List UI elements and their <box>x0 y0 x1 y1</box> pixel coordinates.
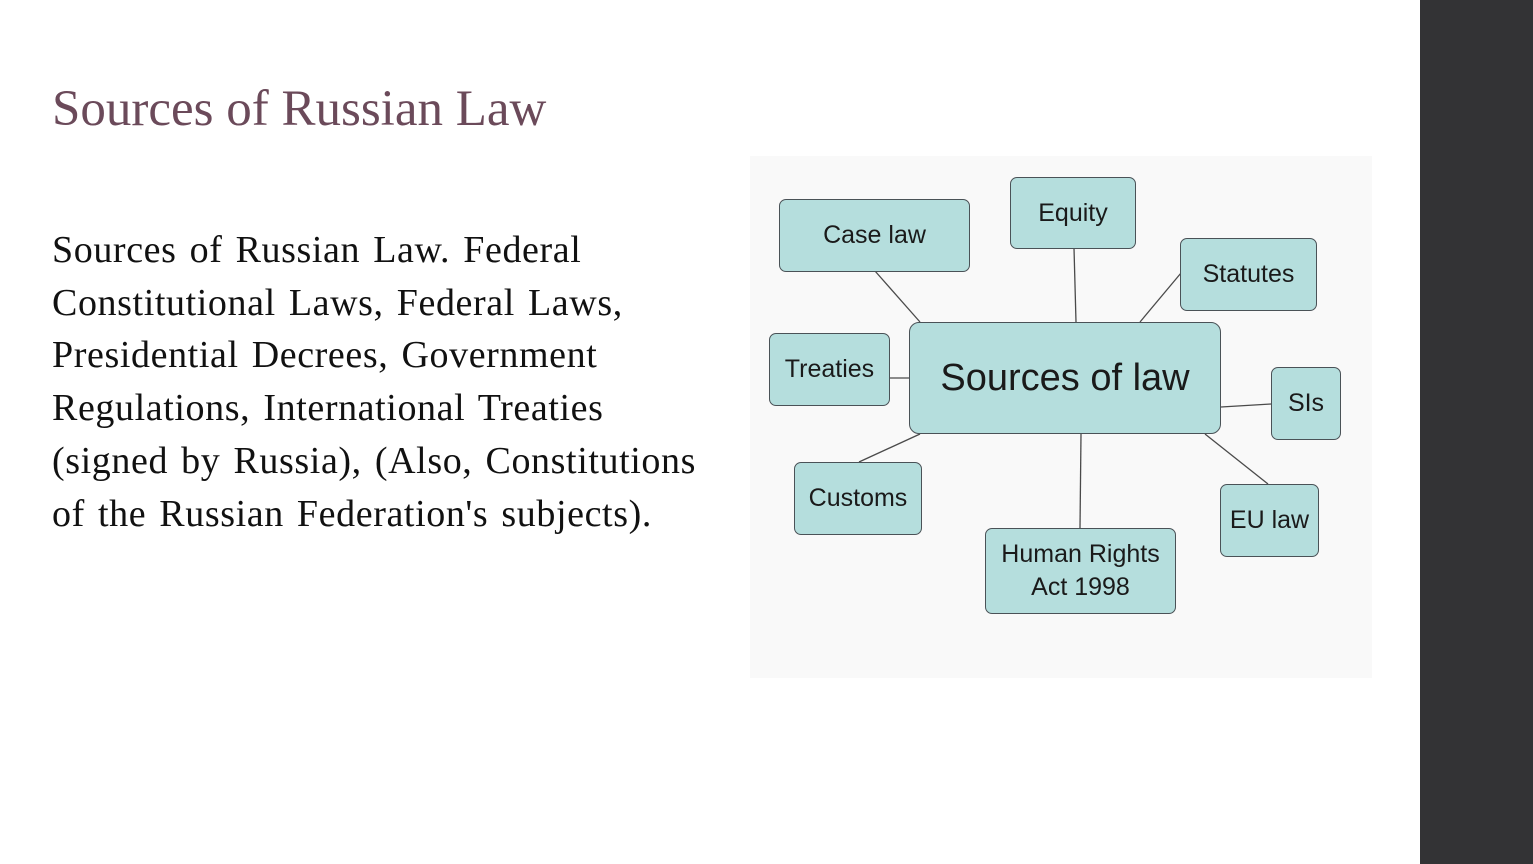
connector-eu-law <box>1205 434 1268 484</box>
connector-statutes <box>1140 273 1181 322</box>
node-eu-law: EU law <box>1220 484 1319 557</box>
node-human-rights-act <box>985 528 1176 614</box>
connector-customs <box>859 434 920 462</box>
connector-human-rights <box>1080 434 1081 528</box>
connector-sis <box>1221 404 1271 407</box>
node-sis: SIs <box>1271 367 1341 440</box>
node-treaties: Treaties <box>769 333 890 406</box>
node-equity: Equity <box>1010 177 1136 249</box>
node-case-law: Case law <box>779 199 970 272</box>
connector-equity <box>1074 248 1076 322</box>
sources-of-law-diagram <box>750 156 1372 678</box>
side-panel <box>1420 0 1533 864</box>
human-rights-line-1: Human Rights <box>1001 540 1160 568</box>
node-statutes: Statutes <box>1180 238 1317 311</box>
slide-body-text: Sources of Russian Law. Federal Constitutional Laws, Federal Laws, Presidential Decrees, Government Regulations, International Treaties (signed by Russia), (Also, Constitutions of the Russian Federation's subjects). <box>52 229 697 535</box>
node-customs: Customs <box>794 462 922 535</box>
connector-case-law <box>875 271 920 322</box>
slide-title: Sources of Russian Law <box>52 81 547 137</box>
human-rights-line-2: Act 1998 <box>1031 573 1130 601</box>
node-sources-of-law-center: Sources of law <box>909 322 1221 434</box>
